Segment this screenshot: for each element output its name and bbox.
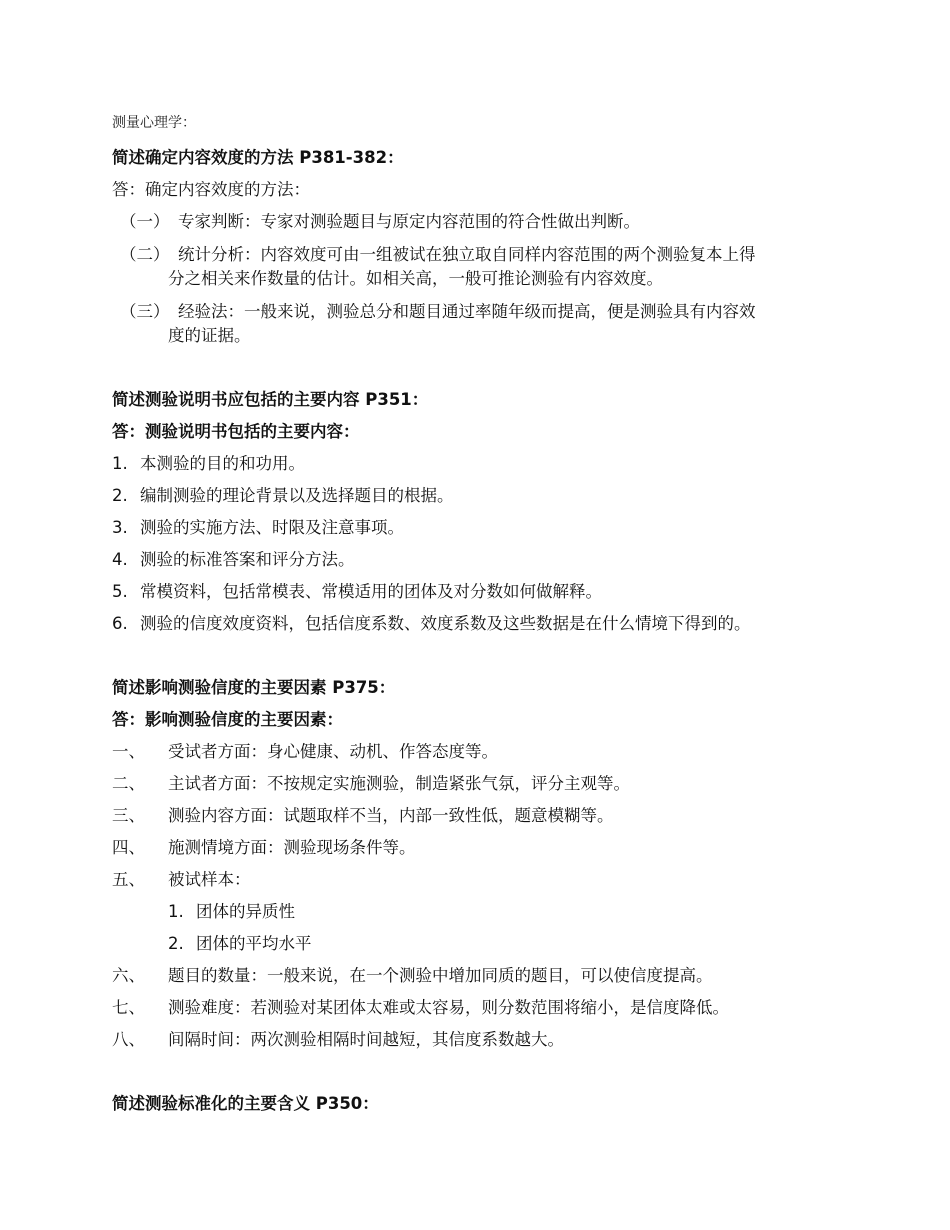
section-heading-reliability-factors: 简述影响测验信度的主要因素 P375：	[112, 678, 396, 697]
list-marker: 四、	[112, 838, 145, 857]
list-marker: 3.	[112, 518, 128, 537]
list-item-text: 测验的实施方法、时限及注意事项。	[140, 518, 404, 537]
sublist-item-text: 团体的异质性	[196, 902, 295, 921]
list-marker: 六、	[112, 966, 145, 985]
list-marker: 五、	[112, 870, 145, 889]
list-item-text: 测验的标准答案和评分方法。	[140, 550, 355, 569]
list-item-text: 统计分析：内容效度可由一组被试在独立取自同样内容范围的两个测验复本上得	[178, 245, 756, 264]
list-marker: 八、	[112, 1030, 145, 1049]
list-item-text: 经验法：一般来说，测验总分和题目通过率随年级而提高，便是测验具有内容效	[178, 302, 756, 321]
list-marker: 三、	[112, 806, 145, 825]
list-marker: 4.	[112, 550, 128, 569]
section-answer-intro: 答：确定内容效度的方法：	[112, 180, 310, 199]
list-item-text-cont: 度的证据。	[168, 326, 251, 345]
section-heading-standardization: 简述测验标准化的主要含义 P350：	[112, 1094, 379, 1113]
list-marker: （一）	[120, 212, 170, 231]
list-marker: 2.	[112, 486, 128, 505]
sublist-marker: 1.	[168, 902, 184, 921]
list-marker: 1.	[112, 454, 128, 473]
list-item-text: 被试样本：	[168, 870, 251, 889]
sublist-marker: 2.	[168, 934, 184, 953]
list-marker: 一、	[112, 742, 145, 761]
list-marker: 6.	[112, 614, 128, 633]
list-item-text: 测验内容方面：试题取样不当，内部一致性低，题意模糊等。	[168, 806, 614, 825]
list-item-text: 题目的数量：一般来说，在一个测验中增加同质的题目，可以使信度提高。	[168, 966, 713, 985]
list-marker: 5.	[112, 582, 128, 601]
list-item-text: 测验难度：若测验对某团体太难或太容易，则分数范围将缩小，是信度降低。	[168, 998, 729, 1017]
list-item-text: 专家判断：专家对测验题目与原定内容范围的符合性做出判断。	[178, 212, 640, 231]
list-item-text: 主试者方面：不按规定实施测验，制造紧张气氛，评分主观等。	[168, 774, 630, 793]
list-item-text: 编制测验的理论背景以及选择题目的根据。	[140, 486, 454, 505]
sublist-item-text: 团体的平均水平	[196, 934, 312, 953]
document-title: 测量心理学：	[112, 115, 196, 131]
list-item-text: 间隔时间：两次测验相隔时间越短，其信度系数越大。	[168, 1030, 564, 1049]
list-item-text: 测验的信度效度资料，包括信度系数、效度系数及这些数据是在什么情境下得到的。	[140, 614, 751, 633]
section-answer-intro: 答：测验说明书包括的主要内容：	[112, 422, 360, 441]
list-item-text: 受试者方面：身心健康、动机、作答态度等。	[168, 742, 498, 761]
list-item-text: 常模资料，包括常模表、常模适用的团体及对分数如何做解释。	[140, 582, 602, 601]
list-marker: 七、	[112, 998, 145, 1017]
section-heading-content-validity: 简述确定内容效度的方法 P381-382：	[112, 148, 404, 167]
section-answer-intro: 答：影响测验信度的主要因素：	[112, 710, 343, 729]
list-marker: （二）	[120, 245, 170, 264]
section-heading-test-manual: 简述测验说明书应包括的主要内容 P351：	[112, 390, 429, 409]
list-marker: （三）	[120, 302, 170, 321]
list-item-text-cont: 分之相关来作数量的估计。如相关高，一般可推论测验有内容效度。	[168, 269, 663, 288]
list-marker: 二、	[112, 774, 145, 793]
list-item-text: 施测情境方面：测验现场条件等。	[168, 838, 416, 857]
list-item-text: 本测验的目的和功用。	[140, 454, 305, 473]
